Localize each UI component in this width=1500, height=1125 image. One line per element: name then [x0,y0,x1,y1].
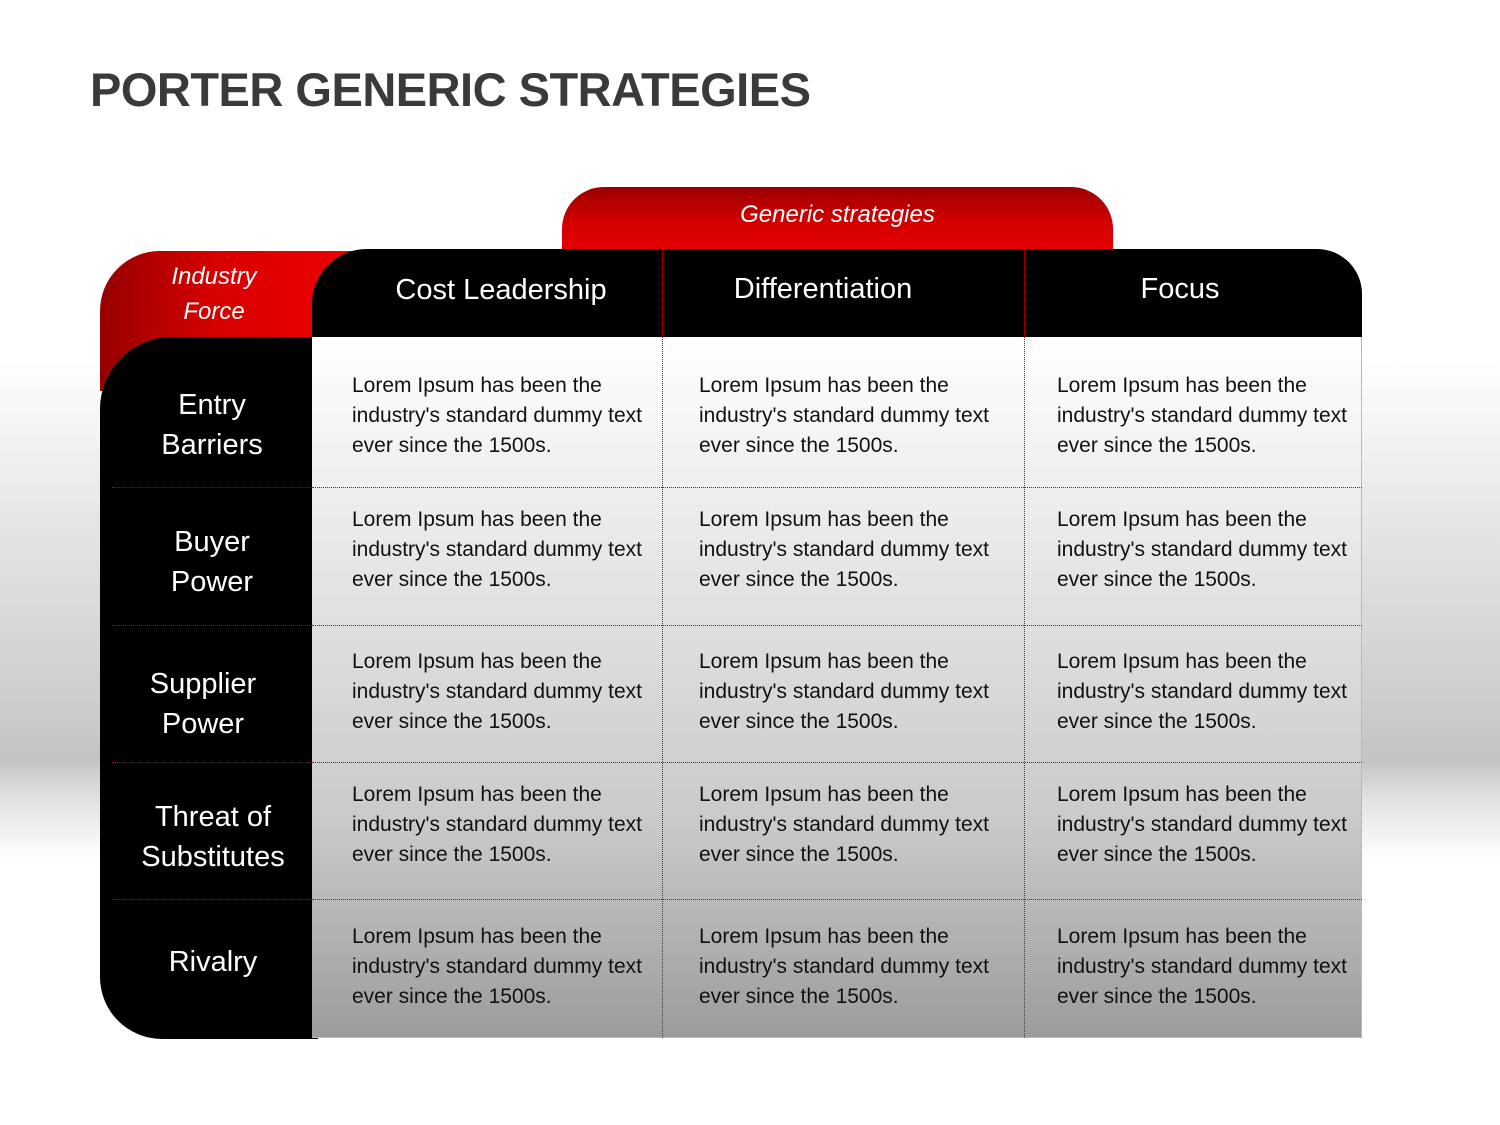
column-header-cost-leadership: Cost Leadership [395,274,607,306]
row-label-line: Buyer [174,526,250,558]
row-label-line: Power [170,566,254,598]
industry-force-label [110,259,318,329]
header-divider [1024,249,1025,337]
grid-cell: Lorem Ipsum has been the industry's standard dummy text ever since the 1500s. [699,650,989,733]
row-label-line: Rivalry [168,946,258,978]
generic-strategies-label: Generic strategies [740,201,935,228]
grid-cell: Lorem Ipsum has been the industry's standard dummy text ever since the 1500s. [1057,650,1347,733]
grid-cell: Lorem Ipsum has been the industry's standard dummy text ever since the 1500s. [352,508,642,591]
grid-cell: Lorem Ipsum has been the industry's standard dummy text ever since the 1500s. [352,925,642,1008]
grid-cell: Lorem Ipsum has been the industry's standard dummy text ever since the 1500s. [1057,783,1347,866]
row-label-line: Entry [178,389,246,421]
grid-cell: Lorem Ipsum has been the industry's standard dummy text ever since the 1500s. [352,650,642,733]
column-header-focus: Focus [1140,273,1220,305]
grid-cell: Lorem Ipsum has been the industry's standard dummy text ever since the 1500s. [352,374,642,457]
row-label-line: Threat of [154,801,272,833]
row-label-rivalry [112,942,314,982]
grid-cell: Lorem Ipsum has been the industry's standard dummy text ever since the 1500s. [352,783,642,866]
column-divider [1024,337,1025,1038]
row-label-divider [112,899,312,900]
grid-cell: Lorem Ipsum has been the industry's standard dummy text ever since the 1500s. [699,925,989,1008]
row-label-threat-of-substitutes [112,797,314,877]
row-divider [312,487,1362,488]
column-header-differentiation: Differentiation [733,273,913,305]
header-divider [662,249,663,337]
industry-force-line: Industry [171,263,257,290]
row-label-divider [112,487,312,488]
grid-cell: Lorem Ipsum has been the industry's standard dummy text ever since the 1500s. [699,508,989,591]
column-divider [662,337,663,1038]
row-label-divider [112,625,312,626]
row-label-line: Barriers [161,429,263,461]
row-label-line: Substitutes [141,841,285,873]
grid-cell: Lorem Ipsum has been the industry's standard dummy text ever since the 1500s. [699,783,989,866]
grid-cell: Lorem Ipsum has been the industry's standard dummy text ever since the 1500s. [1057,925,1347,1008]
industry-force-line: Force [183,298,245,325]
row-label-buyer-power [112,522,312,602]
row-label-supplier-power [103,664,303,744]
grid-cell: Lorem Ipsum has been the industry's standard dummy text ever since the 1500s. [699,374,989,457]
row-label-entry-barriers [112,385,312,465]
row-label-line: Power [161,708,245,740]
row-label-divider [112,762,312,763]
row-divider [312,899,1362,900]
row-divider [312,762,1362,763]
grid-cell: Lorem Ipsum has been the industry's standard dummy text ever since the 1500s. [1057,374,1347,457]
page-title: PORTER GENERIC STRATEGIES [90,63,811,116]
row-divider [312,625,1362,626]
grid-cell: Lorem Ipsum has been the industry's standard dummy text ever since the 1500s. [1057,508,1347,591]
row-label-line: Supplier [149,668,257,700]
